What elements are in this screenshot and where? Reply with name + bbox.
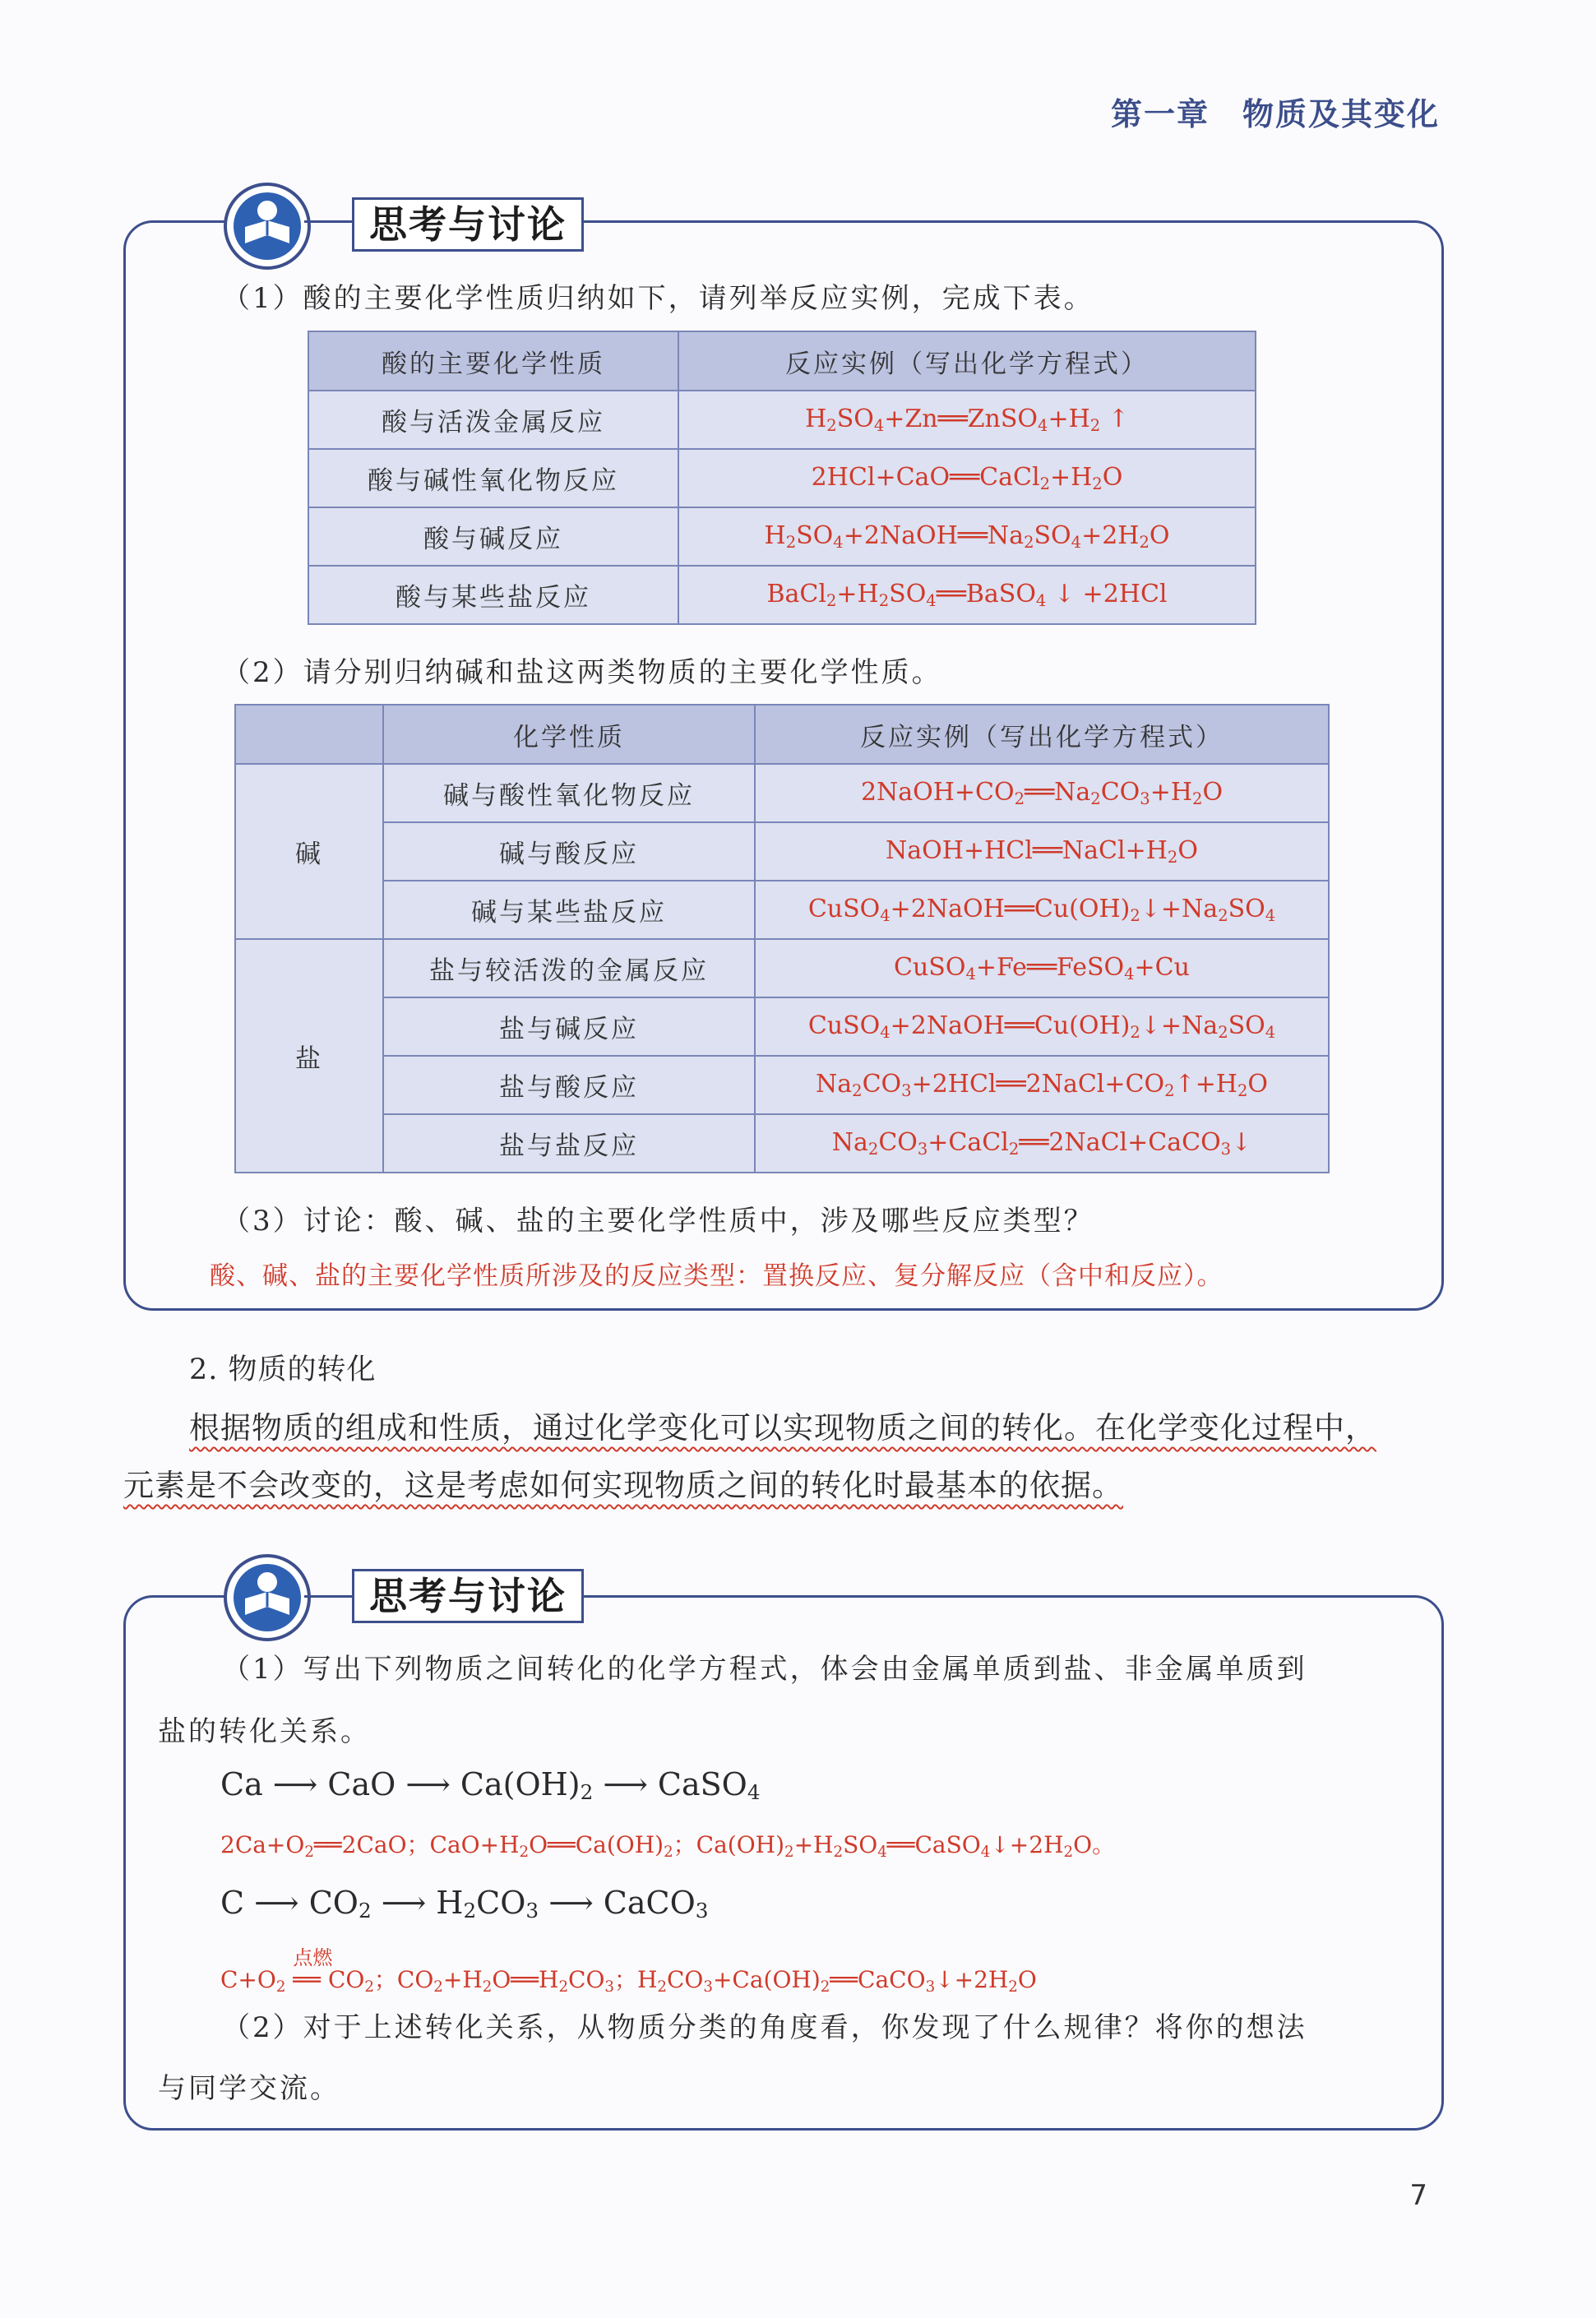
table2-eq: $NaOH+HCl══NaCl+H_2O$ <box>755 822 1329 881</box>
table2-prop: 盐与酸反应 <box>383 1056 755 1114</box>
table1-header-eq: 反应实例（写出化学方程式） <box>678 331 1256 391</box>
table2-prop: 盐与较活泼的金属反应 <box>383 939 755 997</box>
chain-1-answer: $2Ca+O_2══2CaO$；$CaO+H_2O══Ca(OH)_2$；$Ca(OH)_2+H_2SO_4══CaSO_4↓+2H_2O$。 <box>220 1831 1116 1861</box>
box2-question-1-line1: （1）写出下列物质之间转化的化学方程式，体会由金属单质到盐、非金属单质到 <box>222 1653 1307 1686</box>
box2-question-1-line2: 盐的转化关系。 <box>158 1715 371 1748</box>
table-row <box>308 507 1256 566</box>
table2-header-eq: 反应实例（写出化学方程式） <box>755 705 1329 764</box>
table2-eq: $Na_2CO_3+2HCl══2NaCl+CO_2↑+H_2O$ <box>755 1056 1329 1114</box>
table1-eq: $H_2SO_4+2NaOH══Na_2SO_4+2H_2O$ <box>678 507 1256 566</box>
title-rule <box>304 220 354 223</box>
section-heading: 2. 物质的转化 <box>189 1353 377 1386</box>
table1-prop: 酸与某些盐反应 <box>308 566 678 624</box>
acid-properties-table <box>308 331 1256 625</box>
table2-eq: CuSO$_4$+Fe══FeSO$_4$+Cu <box>755 939 1329 997</box>
table1-eq: $2HCl+CaO══CaCl_2+H_2O$ <box>678 449 1256 507</box>
body-line-1 <box>189 1403 1376 1447</box>
title-rule <box>304 1595 354 1598</box>
table-row <box>235 1056 1329 1114</box>
table-row <box>235 939 1329 997</box>
table-row <box>308 449 1256 507</box>
table2-prop: 盐与盐反应 <box>383 1114 755 1173</box>
table-row <box>308 566 1256 624</box>
chapter-header: 第一章 物质及其变化 <box>1110 96 1440 132</box>
table-row <box>235 997 1329 1056</box>
question-1: （1）酸的主要化学性质归纳如下，请列举反应实例，完成下表。 <box>222 282 1094 315</box>
emphasis-text-2: 元素是不会改变的，这是考虑如何实现物质之间的转化时最基本的依据。 <box>123 1468 1123 1503</box>
question-2: （2）请分别归纳碱和盐这两类物质的主要化学性质。 <box>222 656 942 689</box>
body-line-2 <box>123 1460 1123 1505</box>
conversion-chain-1: Ca ⟶ CaO ⟶ $Ca(OH)_2$ ⟶ CaSO$_4$ <box>220 1766 761 1804</box>
table2-eq: $CuSO_4+2NaOH══Cu(OH)_2↓+Na_2SO_4$ <box>755 881 1329 939</box>
table-row <box>308 391 1256 449</box>
question-3: （3）讨论：酸、碱、盐的主要化学性质中，涉及哪些反应类型？ <box>222 1205 1094 1238</box>
table2-prop: 盐与碱反应 <box>383 997 755 1056</box>
table1-prop: 酸与碱反应 <box>308 507 678 566</box>
table-row <box>235 881 1329 939</box>
reader-icon <box>224 183 311 270</box>
table2-header-group <box>235 705 383 764</box>
emphasis-text-1: 根据物质的组成和性质，通过化学变化可以实现物质之间的转化。在化学变化过程中， <box>189 1410 1376 1446</box>
discussion-title-2: 思考与讨论 <box>352 1569 584 1623</box>
table-row <box>235 1114 1329 1173</box>
table1-prop: 酸与碱性氧化物反应 <box>308 449 678 507</box>
table1-prop: 酸与活泼金属反应 <box>308 391 678 449</box>
table2-prop: 碱与某些盐反应 <box>383 881 755 939</box>
table1-eq: $H_2SO_4+Zn══ZnSO_4+H_2$ ↑ <box>678 391 1256 449</box>
base-salt-properties-table <box>234 704 1330 1173</box>
group-salt-label: 盐 <box>235 939 383 1173</box>
discussion-title-1: 思考与讨论 <box>352 197 584 252</box>
reader-icon <box>224 1554 311 1641</box>
conversion-chain-2: C ⟶ $CO_2$ ⟶ $H_2CO_3$ ⟶ CaCO$_3$ <box>220 1885 709 1922</box>
box2-question-2-line1: （2）对于上述转化关系，从物质分类的角度看，你发现了什么规律？将你的想法 <box>222 2011 1307 2044</box>
table2-header-prop: 化学性质 <box>383 705 755 764</box>
chain-2-answer: $C+O_2$ 点燃 ══ $CO_2$；$CO_2+H_2O══H_2CO_3$；$H_2CO_3+Ca(OH)_2══CaCO_3↓+2H_2O$ <box>220 1946 1037 1996</box>
table1-header-prop: 酸的主要化学性质 <box>308 331 678 391</box>
group-base-label: 碱 <box>235 764 383 939</box>
table1-eq: $BaCl_2+H_2SO_4══BaSO_4$ ↓ +2HCl <box>678 566 1256 624</box>
table2-eq: $Na_2CO_3+CaCl_2══2NaCl+CaCO_3↓$ <box>755 1114 1329 1173</box>
table-row <box>235 822 1329 881</box>
box2-question-2-line2: 与同学交流。 <box>158 2072 340 2105</box>
table2-eq: $CuSO_4+2NaOH══Cu(OH)_2↓+Na_2SO_4$ <box>755 997 1329 1056</box>
page-number: 7 <box>1409 2179 1427 2212</box>
answer-3: 酸、碱、盐的主要化学性质所涉及的反应类型：置换反应、复分解反应（含中和反应）。 <box>210 1261 1224 1291</box>
table2-prop: 碱与酸反应 <box>383 822 755 881</box>
table2-eq: $2NaOH+CO_2══Na_2CO_3+H_2O$ <box>755 764 1329 822</box>
table2-prop: 碱与酸性氧化物反应 <box>383 764 755 822</box>
table-row <box>235 764 1329 822</box>
